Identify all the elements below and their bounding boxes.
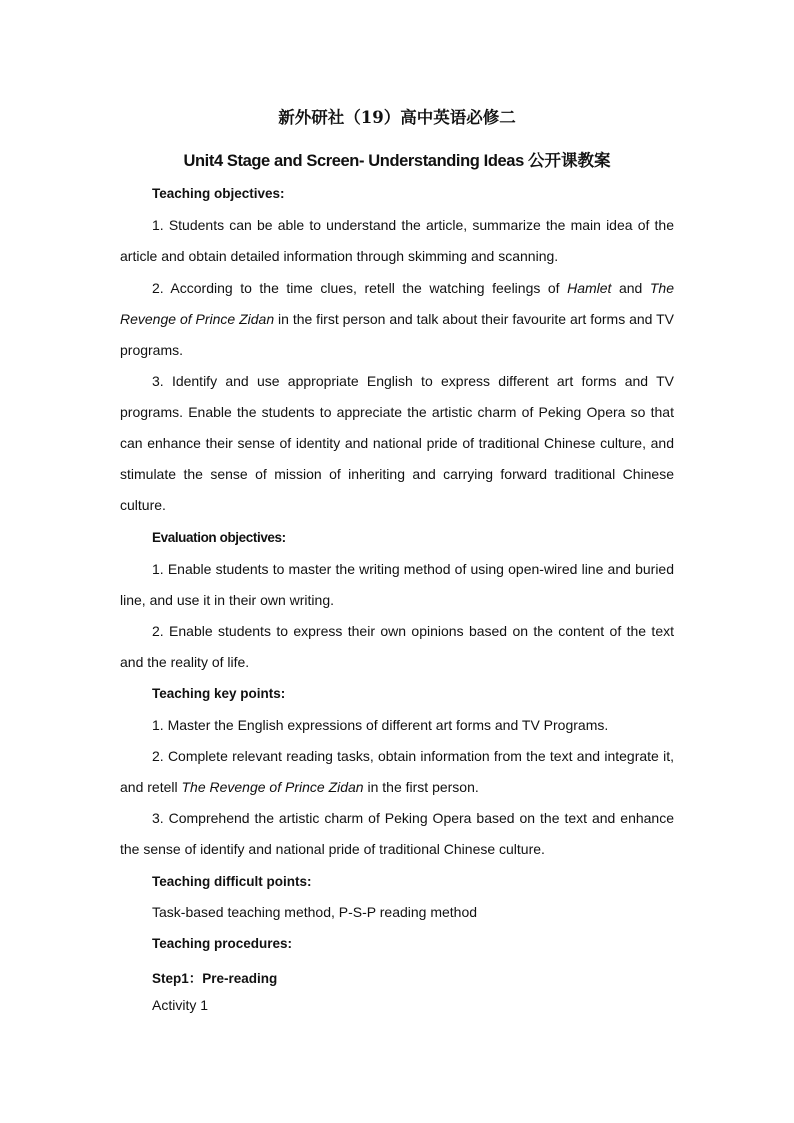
key-point-3: 3. Comprehend the artistic charm of Peking Opera based on the text and enhance the sense of identify and national pride of traditional Chinese culture. xyxy=(120,810,674,857)
title-english-main: Unit4 Stage and Screen- Understanding Ideas xyxy=(183,152,529,170)
objective-paragraph-3: 3. Identify and use appropriate English to express different art forms and TV programs. Enable the students to appreciate the artistic charm of Peking Opera so that can enhance their sense of identity and national pride of traditional Chinese culture, and stimulate the sense of mission of inheriting and carrying forward traditional Chinese culture. xyxy=(120,373,674,513)
step1-heading: Step1：Pre-reading xyxy=(152,971,278,986)
title-english-suffix: 公开课教案 xyxy=(528,151,611,170)
title-chinese: 新外研社（19）高中英语必修二 xyxy=(278,108,516,127)
heading-key-points: Teaching key points: xyxy=(152,686,286,701)
heading-teaching-procedures: Teaching procedures: xyxy=(152,936,293,951)
key-point-2: 2. Complete relevant reading tasks, obtain information from the text and integrate it, and retell The Revenge of Prince Zidan in the first person. xyxy=(120,748,674,795)
difficult-points-text: Task-based teaching method, P-S-P reading method xyxy=(152,904,478,920)
activity-1-label: Activity 1 xyxy=(152,997,209,1013)
heading-evaluation-objectives: Evaluation objectives: xyxy=(152,530,286,545)
title-english xyxy=(0,147,794,171)
key-point-1: 1. Master the English expressions of different art forms and TV Programs. xyxy=(152,717,609,733)
heading-teaching-objectives: Teaching objectives: xyxy=(152,186,285,201)
evaluation-paragraph-1: 1. Enable students to master the writing method of using open-wired line and buried line, and use it in their own writing. xyxy=(120,561,674,608)
revenge-title: The Revenge of Prince Zidan xyxy=(181,779,364,795)
objective-paragraph-1: 1. Students can be able to understand the article, summarize the main idea of the article and obtain detailed information through skimming and scanning. xyxy=(120,217,674,264)
revenge-title: The Revenge of Prince Zidan xyxy=(120,280,674,327)
heading-difficult-points: Teaching difficult points: xyxy=(152,874,312,889)
hamlet-title: Hamlet xyxy=(567,280,612,296)
evaluation-paragraph-2: 2. Enable students to express their own opinions based on the content of the text and the reality of life. xyxy=(120,623,674,670)
objective-paragraph-2: 2. According to the time clues, retell the watching feelings of Hamlet and The Revenge of Prince Zidan in the first person and talk about their favourite art forms and TV programs. xyxy=(120,280,674,358)
